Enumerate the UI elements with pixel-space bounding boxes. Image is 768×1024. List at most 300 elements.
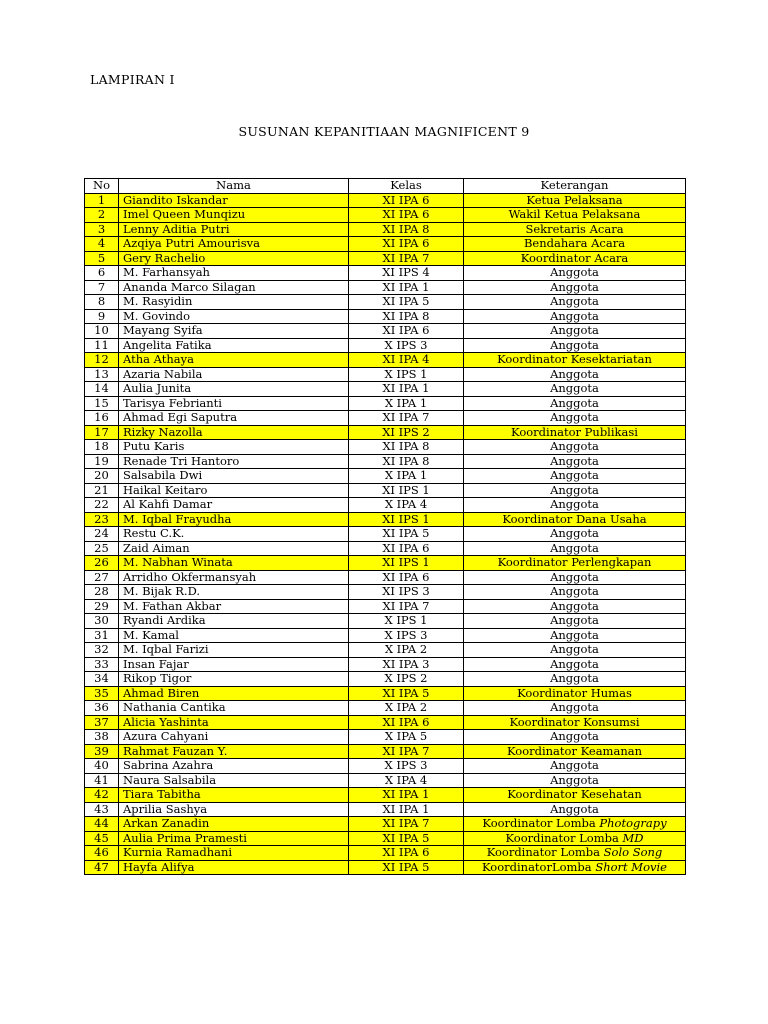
cell-no-text: 18 bbox=[94, 439, 109, 454]
cell-nama bbox=[119, 454, 349, 469]
cell-no bbox=[85, 643, 119, 658]
cell-kelas bbox=[349, 846, 464, 861]
cell-nama-text: Hayfa Alifya bbox=[123, 860, 195, 874]
cell-nama bbox=[119, 599, 349, 614]
cell-keterangan bbox=[464, 367, 686, 382]
cell-nama-text: Restu C.K. bbox=[123, 526, 185, 541]
table-row bbox=[85, 527, 686, 542]
table-header-row bbox=[85, 179, 686, 194]
cell-kelas bbox=[349, 686, 464, 701]
cell-nama-text: Haikal Keitaro bbox=[123, 483, 208, 497]
cell-kelas bbox=[349, 831, 464, 846]
cell-keterangan-text: Anggota bbox=[550, 599, 599, 613]
cell-no bbox=[85, 860, 119, 875]
cell-kelas-text: XI IPA 7 bbox=[382, 744, 430, 758]
cell-keterangan bbox=[464, 831, 686, 846]
cell-no bbox=[85, 338, 119, 353]
table-row bbox=[85, 831, 686, 846]
cell-no-text: 5 bbox=[97, 251, 106, 265]
cell-keterangan bbox=[464, 773, 686, 788]
cell-nama bbox=[119, 280, 349, 295]
cell-keterangan bbox=[464, 309, 686, 324]
cell-nama bbox=[119, 643, 349, 658]
cell-keterangan-text: Anggota bbox=[550, 729, 599, 744]
committee-table bbox=[84, 178, 686, 875]
cell-nama-text: Kurnia Ramadhani bbox=[123, 845, 233, 860]
table-row bbox=[85, 817, 686, 832]
cell-nama bbox=[119, 802, 349, 817]
cell-nama-text: M. Rasyidin bbox=[123, 294, 193, 309]
cell-kelas-text: XI IPA 5 bbox=[382, 686, 430, 700]
cell-no-text: 4 bbox=[97, 236, 106, 251]
cell-nama-text: Nathania Cantika bbox=[123, 700, 226, 715]
cell-no bbox=[85, 788, 119, 803]
cell-nama bbox=[119, 295, 349, 310]
cell-keterangan-text: Anggota bbox=[550, 483, 599, 497]
cell-kelas-text: XI IPA 6 bbox=[382, 236, 430, 251]
cell-no bbox=[85, 295, 119, 310]
cell-no bbox=[85, 759, 119, 774]
cell-kelas-text: XI IPA 8 bbox=[382, 222, 430, 236]
cell-no bbox=[85, 570, 119, 585]
cell-no-text: 20 bbox=[94, 468, 109, 483]
cell-keterangan-text: Anggota bbox=[550, 570, 599, 584]
cell-kelas-text: XI IPA 6 bbox=[382, 715, 430, 729]
cell-kelas bbox=[349, 295, 464, 310]
cell-keterangan-text: Anggota bbox=[550, 497, 599, 512]
cell-kelas-text: XI IPA 1 bbox=[382, 381, 430, 396]
cell-keterangan-text: Anggota bbox=[550, 584, 599, 599]
cell-no-text: 36 bbox=[94, 700, 109, 715]
cell-keterangan bbox=[464, 759, 686, 774]
cell-keterangan-text: Koordinator Lomba bbox=[482, 816, 600, 831]
cell-nama bbox=[119, 396, 349, 411]
cell-keterangan-text: Anggota bbox=[550, 671, 599, 686]
cell-no-text: 1 bbox=[97, 193, 106, 207]
cell-no-text: 38 bbox=[94, 729, 109, 744]
cell-kelas bbox=[349, 599, 464, 614]
cell-keterangan bbox=[464, 788, 686, 803]
table-row bbox=[85, 208, 686, 223]
cell-no-text: 41 bbox=[94, 773, 109, 787]
cell-no bbox=[85, 251, 119, 266]
cell-kelas-text: X IPS 1 bbox=[384, 367, 428, 381]
cell-kelas bbox=[349, 440, 464, 455]
cell-kelas bbox=[349, 657, 464, 672]
cell-nama bbox=[119, 251, 349, 266]
cell-keterangan-text: Koordinator Keamanan bbox=[506, 744, 642, 758]
cell-keterangan bbox=[464, 208, 686, 223]
cell-keterangan bbox=[464, 701, 686, 716]
cell-keterangan bbox=[464, 570, 686, 585]
table-row bbox=[85, 324, 686, 339]
cell-kelas-text: XI IPA 7 bbox=[382, 410, 430, 425]
cell-kelas bbox=[349, 382, 464, 397]
cell-keterangan bbox=[464, 628, 686, 643]
cell-kelas-text: XI IPA 7 bbox=[382, 599, 430, 613]
cell-kelas-text: X IPA 2 bbox=[384, 700, 428, 715]
cell-keterangan-text: Koordinator Lomba bbox=[486, 845, 604, 860]
cell-keterangan-text: Koordinator Humas bbox=[517, 686, 632, 700]
cell-kelas bbox=[349, 454, 464, 469]
cell-keterangan bbox=[464, 440, 686, 455]
table-row bbox=[85, 382, 686, 397]
cell-kelas bbox=[349, 324, 464, 339]
cell-nama bbox=[119, 498, 349, 513]
cell-nama bbox=[119, 541, 349, 556]
cell-no-text: 22 bbox=[94, 497, 109, 512]
cell-keterangan-text: Anggota bbox=[550, 758, 599, 773]
cell-kelas-text: X IPS 2 bbox=[384, 671, 428, 686]
cell-nama-text: Arkan Zanadin bbox=[123, 816, 210, 831]
cell-kelas bbox=[349, 425, 464, 440]
cell-kelas bbox=[349, 701, 464, 716]
cell-no-text: 27 bbox=[94, 570, 109, 584]
cell-kelas bbox=[349, 222, 464, 237]
cell-keterangan-text: Anggota bbox=[550, 526, 599, 541]
cell-keterangan bbox=[464, 353, 686, 368]
cell-keterangan bbox=[464, 324, 686, 339]
cell-kelas bbox=[349, 338, 464, 353]
cell-kelas-text: XI IPA 5 bbox=[382, 526, 430, 541]
cell-no-text: 6 bbox=[97, 265, 106, 280]
cell-nama bbox=[119, 846, 349, 861]
cell-kelas bbox=[349, 759, 464, 774]
cell-no bbox=[85, 324, 119, 339]
cell-keterangan-text: Bendahara Acara bbox=[523, 236, 626, 251]
cell-keterangan bbox=[464, 599, 686, 614]
cell-kelas-text: XI IPA 5 bbox=[382, 294, 430, 309]
cell-keterangan bbox=[464, 338, 686, 353]
cell-no-text: 15 bbox=[94, 396, 109, 410]
cell-keterangan-text: Koordinator Lomba bbox=[505, 831, 623, 845]
cell-kelas bbox=[349, 411, 464, 426]
cell-nama-text: M. Nabhan Winata bbox=[123, 555, 233, 570]
cell-nama-text: Aulia Prima Pramesti bbox=[123, 831, 247, 845]
cell-nama-text: Renade Tri Hantoro bbox=[123, 454, 240, 468]
cell-keterangan bbox=[464, 382, 686, 397]
cell-nama-text: Azqiya Putri Amourisva bbox=[123, 236, 260, 251]
table-row bbox=[85, 701, 686, 716]
cell-keterangan-text: Anggota bbox=[550, 381, 599, 396]
cell-kelas-text: XI IPS 2 bbox=[382, 425, 430, 439]
cell-nama-text: Insan Fajar bbox=[123, 657, 189, 671]
cell-kelas bbox=[349, 744, 464, 759]
cell-no-text: 26 bbox=[94, 555, 109, 570]
cell-kelas-text: X IPA 4 bbox=[384, 497, 428, 512]
cell-no bbox=[85, 744, 119, 759]
cell-nama bbox=[119, 512, 349, 527]
cell-nama-text: Mayang Syifa bbox=[123, 323, 203, 338]
cell-no bbox=[85, 817, 119, 832]
cell-keterangan bbox=[464, 585, 686, 600]
cell-keterangan-italic-text: Short Movie bbox=[595, 860, 667, 874]
cell-nama bbox=[119, 266, 349, 281]
cell-kelas-text: XI IPA 5 bbox=[382, 860, 430, 874]
cell-nama-text: Azaria Nabila bbox=[123, 367, 203, 381]
cell-kelas-text: X IPS 3 bbox=[384, 758, 428, 773]
table-row bbox=[85, 411, 686, 426]
cell-keterangan-text: Koordinator Publikasi bbox=[511, 425, 638, 439]
cell-keterangan-text: Koordinator Kesehatan bbox=[507, 787, 642, 802]
cell-no bbox=[85, 657, 119, 672]
cell-no-text: 31 bbox=[94, 628, 109, 642]
cell-nama bbox=[119, 759, 349, 774]
cell-nama-text: Rizky Nazolla bbox=[123, 425, 203, 439]
table-row bbox=[85, 860, 686, 875]
cell-no-text: 37 bbox=[94, 715, 109, 729]
cell-kelas-text: XI IPS 1 bbox=[382, 483, 430, 497]
cell-nama bbox=[119, 686, 349, 701]
cell-no-text: 39 bbox=[94, 744, 109, 758]
cell-nama bbox=[119, 730, 349, 745]
cell-kelas bbox=[349, 237, 464, 252]
cell-no bbox=[85, 498, 119, 513]
cell-nama bbox=[119, 556, 349, 571]
cell-nama bbox=[119, 222, 349, 237]
cell-keterangan bbox=[464, 744, 686, 759]
cell-keterangan bbox=[464, 512, 686, 527]
cell-nama-text: Aulia Junita bbox=[123, 381, 192, 396]
cell-keterangan bbox=[464, 193, 686, 208]
cell-nama bbox=[119, 324, 349, 339]
cell-no-text: 14 bbox=[94, 381, 109, 396]
cell-no bbox=[85, 556, 119, 571]
cell-no bbox=[85, 483, 119, 498]
column-header-no: No bbox=[85, 179, 119, 194]
cell-keterangan bbox=[464, 643, 686, 658]
cell-nama bbox=[119, 338, 349, 353]
cell-keterangan-italic-text: Photograpy bbox=[599, 816, 667, 831]
cell-nama bbox=[119, 585, 349, 600]
cell-kelas-text: X IPS 1 bbox=[384, 613, 428, 628]
cell-kelas-text: XI IPA 8 bbox=[382, 309, 430, 323]
cell-kelas-text: XI IPA 1 bbox=[382, 787, 430, 802]
cell-nama bbox=[119, 382, 349, 397]
cell-keterangan bbox=[464, 657, 686, 672]
cell-keterangan bbox=[464, 715, 686, 730]
cell-nama-text: Ahmad Biren bbox=[123, 686, 200, 700]
cell-keterangan bbox=[464, 454, 686, 469]
cell-nama bbox=[119, 614, 349, 629]
cell-keterangan-italic-text: MD bbox=[622, 831, 644, 845]
cell-no-text: 30 bbox=[94, 613, 109, 628]
cell-kelas-text: XI IPA 8 bbox=[382, 454, 430, 468]
cell-no-text: 40 bbox=[94, 758, 109, 773]
table-row bbox=[85, 730, 686, 745]
cell-keterangan-text: Anggota bbox=[550, 802, 599, 816]
cell-keterangan bbox=[464, 614, 686, 629]
table-row bbox=[85, 614, 686, 629]
cell-nama-text: Imel Queen Munqizu bbox=[123, 207, 246, 222]
table-row bbox=[85, 773, 686, 788]
cell-nama-text: Giandito Iskandar bbox=[123, 193, 228, 207]
cell-nama bbox=[119, 353, 349, 368]
table-row bbox=[85, 367, 686, 382]
cell-keterangan bbox=[464, 237, 686, 252]
cell-nama-text: Ananda Marco Silagan bbox=[123, 280, 256, 294]
cell-kelas bbox=[349, 266, 464, 281]
table-row bbox=[85, 759, 686, 774]
cell-kelas bbox=[349, 208, 464, 223]
table-row bbox=[85, 657, 686, 672]
cell-no bbox=[85, 222, 119, 237]
cell-no-text: 17 bbox=[94, 425, 109, 439]
cell-no bbox=[85, 715, 119, 730]
cell-keterangan-text: Wakil Ketua Pelaksana bbox=[508, 207, 641, 222]
cell-nama-text: Atha Athaya bbox=[123, 352, 194, 367]
cell-kelas bbox=[349, 628, 464, 643]
cell-kelas-text: XI IPA 3 bbox=[382, 657, 430, 671]
table-row bbox=[85, 802, 686, 817]
cell-kelas bbox=[349, 483, 464, 498]
cell-kelas-text: XI IPA 7 bbox=[382, 816, 430, 831]
cell-nama-text: Azura Cahyani bbox=[123, 729, 209, 744]
cell-kelas bbox=[349, 860, 464, 875]
cell-no-text: 16 bbox=[94, 410, 109, 425]
cell-no-text: 3 bbox=[97, 222, 106, 236]
cell-nama-text: Zaid Aiman bbox=[123, 541, 190, 555]
table-row bbox=[85, 266, 686, 281]
cell-nama-text: Alicia Yashinta bbox=[123, 715, 209, 729]
cell-no bbox=[85, 672, 119, 687]
cell-nama-text: Angelita Fatika bbox=[123, 338, 212, 352]
cell-nama-text: Putu Karis bbox=[123, 439, 185, 454]
cell-no bbox=[85, 585, 119, 600]
table-row bbox=[85, 396, 686, 411]
cell-no bbox=[85, 686, 119, 701]
cell-no bbox=[85, 802, 119, 817]
column-header-kelas: Kelas bbox=[349, 179, 464, 194]
cell-no-text: 42 bbox=[94, 787, 109, 802]
cell-nama-text: Al Kahfi Damar bbox=[123, 497, 213, 512]
cell-kelas bbox=[349, 251, 464, 266]
cell-kelas bbox=[349, 672, 464, 687]
cell-kelas bbox=[349, 730, 464, 745]
table-row bbox=[85, 628, 686, 643]
cell-no-text: 21 bbox=[94, 483, 109, 497]
table-row bbox=[85, 498, 686, 513]
cell-keterangan bbox=[464, 556, 686, 571]
cell-kelas-text: XI IPA 7 bbox=[382, 251, 430, 265]
cell-no bbox=[85, 541, 119, 556]
cell-keterangan bbox=[464, 860, 686, 875]
cell-keterangan-text: Anggota bbox=[550, 642, 599, 657]
table-row bbox=[85, 338, 686, 353]
cell-keterangan bbox=[464, 672, 686, 687]
cell-kelas-text: XI IPA 4 bbox=[382, 352, 430, 367]
cell-kelas-text: XI IPS 4 bbox=[382, 265, 430, 280]
cell-no-text: 44 bbox=[94, 816, 109, 831]
cell-kelas bbox=[349, 643, 464, 658]
cell-kelas bbox=[349, 802, 464, 817]
cell-kelas-text: X IPS 3 bbox=[384, 338, 428, 352]
cell-kelas bbox=[349, 512, 464, 527]
table-row bbox=[85, 309, 686, 324]
cell-no bbox=[85, 614, 119, 629]
cell-keterangan-text: Anggota bbox=[550, 700, 599, 715]
cell-kelas-text: XI IPA 6 bbox=[382, 323, 430, 338]
cell-no-text: 47 bbox=[94, 860, 109, 874]
cell-nama-text: Tiara Tabitha bbox=[123, 787, 201, 802]
cell-keterangan-text: Koordinator Perlengkapan bbox=[497, 555, 652, 570]
cell-no-text: 34 bbox=[94, 671, 109, 686]
table-row bbox=[85, 469, 686, 484]
table-row bbox=[85, 193, 686, 208]
cell-no bbox=[85, 237, 119, 252]
table-body bbox=[85, 193, 686, 875]
cell-nama bbox=[119, 440, 349, 455]
cell-keterangan bbox=[464, 802, 686, 817]
cell-nama-text: Ryandi Ardika bbox=[123, 613, 206, 628]
cell-kelas-text: XI IPA 6 bbox=[382, 541, 430, 555]
cell-keterangan bbox=[464, 251, 686, 266]
cell-nama-text: Naura Salsabila bbox=[123, 773, 217, 787]
cell-nama-text: M. Fathan Akbar bbox=[123, 599, 222, 613]
cell-keterangan-text: Anggota bbox=[550, 773, 599, 787]
cell-kelas-text: XI IPA 6 bbox=[382, 845, 430, 860]
cell-kelas bbox=[349, 585, 464, 600]
cell-kelas-text: XI IPA 8 bbox=[382, 439, 430, 454]
cell-nama-text: Aprilia Sashya bbox=[123, 802, 208, 816]
table-row bbox=[85, 599, 686, 614]
cell-nama bbox=[119, 817, 349, 832]
cell-kelas-text: X IPA 1 bbox=[384, 396, 428, 410]
cell-keterangan bbox=[464, 686, 686, 701]
cell-no-text: 28 bbox=[94, 584, 109, 599]
cell-no bbox=[85, 193, 119, 208]
cell-kelas bbox=[349, 353, 464, 368]
cell-nama bbox=[119, 860, 349, 875]
cell-nama-text: M. Govindo bbox=[123, 309, 191, 323]
cell-kelas bbox=[349, 396, 464, 411]
table-row bbox=[85, 541, 686, 556]
cell-kelas bbox=[349, 193, 464, 208]
cell-nama bbox=[119, 701, 349, 716]
cell-keterangan bbox=[464, 817, 686, 832]
cell-nama bbox=[119, 411, 349, 426]
table-row bbox=[85, 585, 686, 600]
cell-no bbox=[85, 846, 119, 861]
cell-nama-text: Rikop Tigor bbox=[123, 671, 192, 686]
cell-kelas bbox=[349, 788, 464, 803]
cell-no bbox=[85, 367, 119, 382]
cell-nama bbox=[119, 570, 349, 585]
cell-keterangan-text: Koordinator Dana Usaha bbox=[502, 512, 647, 526]
cell-keterangan-text: Koordinator Konsumsi bbox=[509, 715, 640, 729]
cell-nama bbox=[119, 483, 349, 498]
cell-keterangan-text: Anggota bbox=[550, 309, 599, 323]
table-row bbox=[85, 672, 686, 687]
cell-keterangan-text: Anggota bbox=[550, 410, 599, 425]
cell-keterangan bbox=[464, 527, 686, 542]
cell-kelas bbox=[349, 280, 464, 295]
cell-kelas-text: X IPA 4 bbox=[384, 773, 428, 787]
cell-keterangan-text: Anggota bbox=[550, 468, 599, 483]
cell-keterangan-text: Anggota bbox=[550, 657, 599, 671]
table-row bbox=[85, 483, 686, 498]
cell-keterangan bbox=[464, 541, 686, 556]
cell-no bbox=[85, 599, 119, 614]
cell-keterangan-text: Ketua Pelaksana bbox=[526, 193, 623, 207]
cell-nama bbox=[119, 715, 349, 730]
cell-nama-text: Tarisya Febrianti bbox=[123, 396, 222, 410]
cell-kelas-text: X IPA 2 bbox=[384, 642, 428, 657]
cell-keterangan-text: Sekretaris Acara bbox=[525, 222, 624, 236]
cell-no bbox=[85, 440, 119, 455]
cell-kelas bbox=[349, 715, 464, 730]
column-header-keterangan: Keterangan bbox=[464, 179, 686, 194]
